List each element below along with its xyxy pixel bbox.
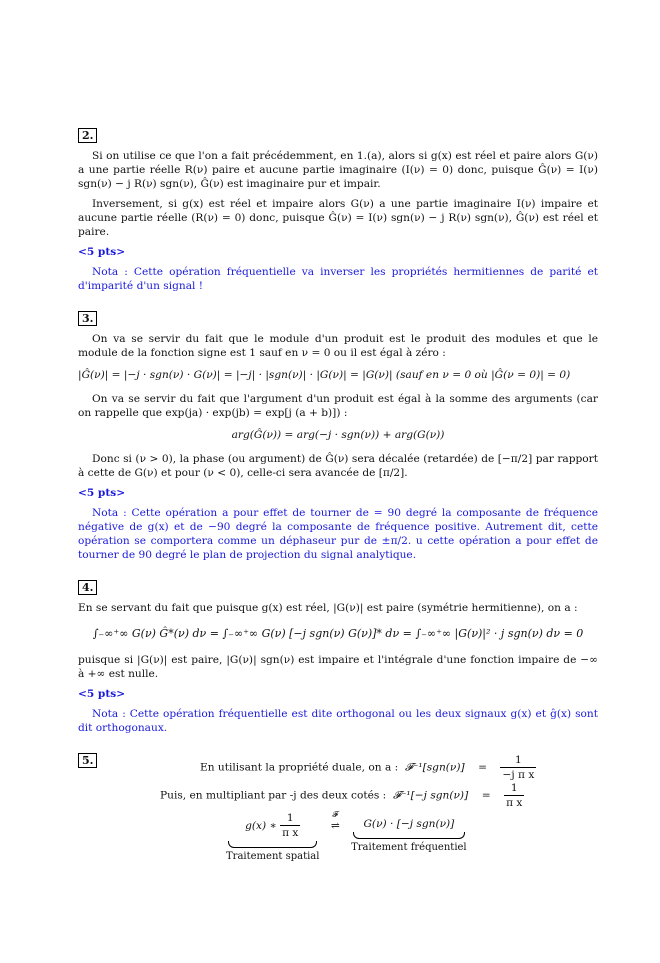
conv-right: G(ν) · [−j sgn(ν)] (363, 818, 455, 830)
paragraph: Inversement, si g(x) est réel et impaire alors G(ν) a une partie imaginaire I(ν) impaire et aucune partie réelle (R(ν) = 0) donc, puisque Ĝ(ν) = I(ν) sgn(ν) − j R(ν) sgn(ν), Ĝ(ν) est réel et paire. (78, 198, 598, 238)
frequency-label: Traitement fréquentiel (351, 842, 467, 853)
convolution-relation (226, 811, 467, 864)
exchange-arrow-icon: ⇌ (330, 820, 340, 832)
equals-sign: = (481, 789, 491, 802)
equals-sign: = (478, 761, 487, 774)
points-label: <5 pts> (78, 688, 126, 700)
fraction (504, 781, 524, 810)
denominator: π x (506, 797, 523, 809)
spatial-group (226, 811, 319, 864)
fraction (280, 811, 300, 840)
numerator: 1 (500, 753, 536, 768)
denominator: −j π x (502, 769, 535, 781)
line-label: En utilisant la propriété duale, on a : (200, 761, 399, 774)
numerator: 1 (280, 811, 300, 826)
paragraph: On va se servir du fait que l'argument d'un produit est égal à la somme des arguments (car on rappelle que exp(ja) · exp(jb) = exp[j (a + b)]) : (78, 393, 598, 419)
spatial-label: Traitement spatial (226, 851, 320, 862)
nota-note: Nota : Cette opération fréquentielle est dite orthogonal ou les deux signaux g(x) et ĝ(x) sont dit orthogonaux. (78, 708, 598, 734)
underbrace (353, 832, 465, 839)
equation: arg(Ĝ(ν)) = arg(−j · sgn(ν)) + arg(G(ν)) (231, 429, 445, 441)
dual-property-line (200, 753, 536, 782)
question-number: 3. (78, 311, 97, 326)
question-number: 5. (78, 753, 97, 768)
paragraph: On va se servir du fait que le module d'un produit est le produit des modules et que le module de la fonction signe est 1 sauf en ν = 0 ou il est égal à zéro : (78, 333, 598, 359)
section-3 (78, 311, 598, 562)
question-number: 4. (78, 580, 97, 595)
document-page (78, 128, 598, 862)
points-label: <5 pts> (78, 487, 126, 499)
paragraph: En se servant du fait que puisque g(x) est réel, |G(ν)| est paire (symétrie hermitienne), on a : (78, 602, 578, 614)
fourier-symbol: 𝓕 (332, 810, 339, 819)
line-label: Puis, en multipliant par -j des deux cotés : (160, 789, 387, 802)
nota-note: Nota : Cette opération a pour effet de tourner de = 90 degré la composante de fréquence négative de g(x) et de −90 degré la composante de fréquence positive. Autrement dit, cette opération se comportera comme un déphaseur pur de ±π/2. u cette opération a pour effet de tourner de 90 degré le plan de projection du signal analytique. (78, 507, 598, 561)
section-5 (78, 753, 598, 862)
paragraph: Si on utilise ce que l'on a fait précédemment, en 1.(a), alors si g(x) est réel et paire alors G(ν) a une partie réelle R(ν) paire et aucune partie imaginaire (I(ν) = 0) donc, puisque Ĝ(ν) = I(ν) sgn(ν) − j R(ν) sgn(ν), Ĝ(ν) est imaginaire pur et impair. (78, 150, 598, 190)
fraction (500, 753, 536, 782)
points-label: <5 pts> (78, 246, 126, 258)
denominator: π x (282, 827, 299, 839)
underbrace (228, 841, 317, 848)
section-4 (78, 580, 598, 735)
numerator: 1 (504, 781, 524, 796)
multiply-line (160, 781, 524, 810)
paragraph: Donc si (ν > 0), la phase (ou argument) de Ĝ(ν) sera décalée (retardée) de [−π/2] par rapport à cette de G(ν) et pour (ν < 0), celle-ci sera avancée de [π/2]. (78, 453, 598, 479)
nota-note: Nota : Cette opération fréquentielle va inverser les propriétés hermitiennes de parité et d'imparité d'un signal ! (78, 266, 598, 292)
equation: |Ĝ(ν)| = |−j · sgn(ν) · G(ν)| = |−j| · |sgn(ν)| · |G(ν)| = |G(ν)| (sauf en ν = 0 où |Ĝ(ν = 0)| = 0) (78, 369, 571, 381)
question-number: 2. (78, 128, 97, 143)
inverse-fourier-sgn: 𝓕⁻¹[sgn(ν)] (404, 761, 465, 774)
paragraph: puisque si |G(ν)| est paire, |G(ν)| sgn(ν) est impaire et l'intégrale d'une fonction impaire de −∞ à +∞ est nulle. (78, 654, 598, 680)
equation: ∫₋∞⁺∞ G(ν) Ĝ*(ν) dν = ∫₋∞⁺∞ G(ν) [−j sgn(ν) G(ν)]* dν = ∫₋∞⁺∞ |G(ν)|² · j sgn(ν) dν = 0 (92, 627, 584, 640)
frequency-group (351, 811, 467, 855)
inverse-fourier-jsgn: 𝓕⁻¹[−j sgn(ν)] (393, 789, 469, 802)
section-2 (78, 128, 598, 293)
fourier-arrow (331, 811, 340, 833)
conv-left: g(x) ∗ (245, 819, 277, 832)
